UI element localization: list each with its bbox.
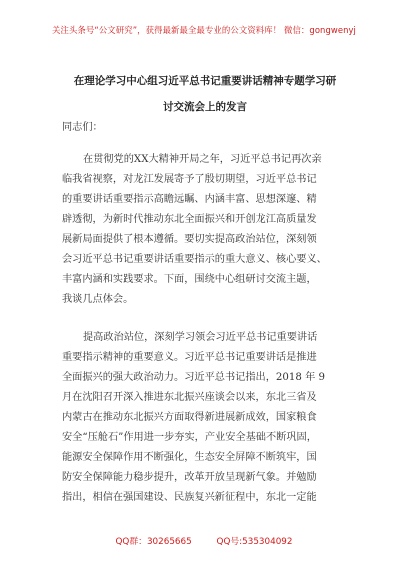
paragraph-line: 会习近平总书记重要讲话重要指示的重大意义、核心要义、 <box>62 254 327 265</box>
paragraph-line: 安全“压舱石”作用进一步夯实，产业安全基础不断巩固， <box>62 432 317 443</box>
paragraph-line: 指出，相信在强国建设、民族复兴新征程中，东北一定能 <box>62 492 317 503</box>
title-line-2: 讨交流会上的发言 <box>163 101 247 113</box>
paragraph-line: 我谈几点体会。 <box>62 294 134 305</box>
footer-contact <box>0 534 408 547</box>
salutation: 同志们： <box>62 122 103 133</box>
paragraph-line: 提高政治站位，深刻学习领会习近平总书记重要讲话 <box>83 332 318 343</box>
paragraph-2 <box>62 328 352 508</box>
paragraph-line: 全面振兴的强大政治动力。习近平总书记指出，2018 年 9 <box>62 372 326 383</box>
footer-qq-group: QQ群：30265665 <box>115 537 192 547</box>
paragraph-line: 展新局面提供了根本遵循。要切实提高政治站位，深刻领 <box>62 234 317 245</box>
title-line-1: 在理论学习中心组习近平总书记重要讲话精神专题学习研 <box>73 75 337 87</box>
header-promo-text: 关注头条号“公文研究”，获得最新最全最专业的公文资料库！ 微信：gongwenyj <box>52 25 356 35</box>
paragraph-line: 内蒙古在推动东北振兴方面取得新进展新成效，国家粮食 <box>62 412 317 423</box>
paragraph-line: 防安全保障能力稳步提升，改革开放呈现新气象。并勉励 <box>62 472 317 483</box>
paragraph-line: 临我省视察，对龙江发展寄予了殷切期望，习近平总书记 <box>62 174 317 185</box>
paragraph-line: 月在沈阳召开深入推进东北振兴座谈会以来，东北三省及 <box>62 392 317 403</box>
footer-qq-number: QQ号:535304092 <box>216 537 293 547</box>
paragraph-1 <box>62 150 352 310</box>
paragraph-line: 丰富内涵和实践要求。下面，围绕中心组研讨交流主题， <box>62 274 317 285</box>
paragraph-line: 辟透彻，为新时代推动东北全面振兴和开创龙江高质量发 <box>62 214 317 225</box>
paragraph-line: 在贯彻党的XX大精神开局之年，习近平总书记再次亲 <box>83 154 322 165</box>
document-title <box>50 68 360 120</box>
paragraph-line: 的重要讲话重要指示高瞻远瞩、内涵丰富、思想深邃、精 <box>62 194 317 205</box>
paragraph-line: 重要指示精神的重要意义。习近平总书记重要讲话是推进 <box>62 352 317 363</box>
document-body <box>62 118 352 508</box>
paragraph-line: 能源安全保障作用不断强化，生态安全屏障不断筑牢，国 <box>62 452 317 463</box>
